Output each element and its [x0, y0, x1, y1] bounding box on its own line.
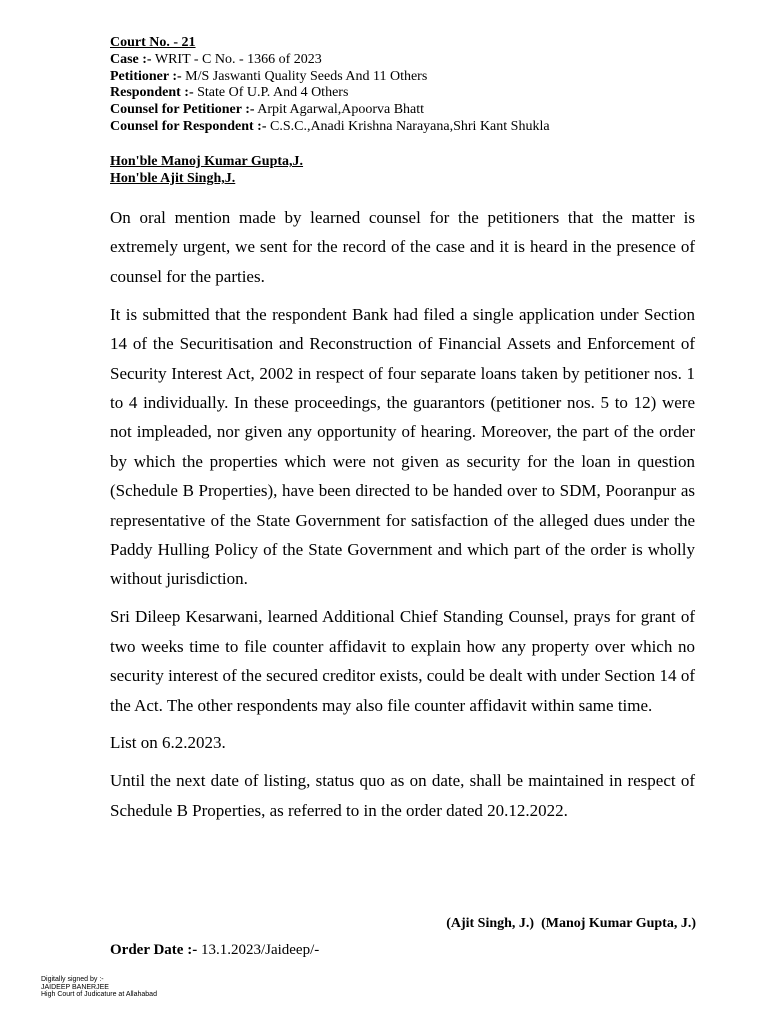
counsel-respondent-names: C.S.C.,Anadi Krishna Narayana,Shri Kant Shukla: [269, 118, 550, 134]
case-label: Case :-: [110, 51, 152, 67]
counsel-respondent-row: [110, 119, 550, 136]
respondent-name: State Of U.P. And 4 Others: [197, 85, 349, 101]
order-date-label: Order Date :-: [110, 942, 198, 958]
paragraph-3: Sri Dileep Kesarwani, learned Additional Chief Standing Counsel, prays for grant of two weeks time to file counter affidavit to explain how any property over which no security interest of the secured creditor exists, could be dealt with under Section 14 of the Act. The other respondents may also file counter affidavit within same time.: [110, 607, 695, 715]
digital-signature: [41, 976, 157, 999]
paragraph-5: Until the next date of listing, status quo as on date, shall be maintained in respect of Schedule B Properties, as referred to in the order dated 20.12.2022.: [110, 771, 695, 820]
case-number: WRIT - C No. - 1366 of 2023: [154, 51, 322, 67]
bench: [110, 153, 303, 187]
judges-signature: (Ajit Singh, J.) (Manoj Kumar Gupta, J.): [446, 916, 696, 931]
counsel-petitioner-names: Arpit Agarwal,Apoorva Bhatt: [257, 102, 425, 118]
case-header: [110, 35, 550, 136]
digital-signature-line-2: JAIDEEP BANERJEE: [41, 983, 109, 991]
petitioner-name: M/S Jaswanti Quality Seeds And 11 Others: [185, 68, 428, 84]
order-date: [110, 942, 319, 959]
judge-2: Hon'ble Ajit Singh,J.: [110, 171, 236, 186]
order-date-value: 13.1.2023/Jaideep/-: [200, 942, 320, 958]
order-body: [110, 203, 695, 834]
petitioner-row: [110, 69, 550, 86]
paragraph-1: On oral mention made by learned counsel for the petitioners that the matter is extremely urgent, we sent for the record of the case and it is heard in the presence of counsel for the parties.: [110, 208, 695, 286]
petitioner-label: Petitioner :-: [110, 68, 182, 84]
digital-signature-line-3: High Court of Judicature at Allahabad: [41, 991, 157, 998]
respondent-label: Respondent :-: [110, 85, 194, 101]
digital-signature-line-1: Digitally signed by :-: [41, 976, 104, 983]
judge-1: Hon'ble Manoj Kumar Gupta,J.: [110, 154, 304, 169]
court-number: Court No. - 21: [110, 35, 196, 50]
counsel-petitioner-label: Counsel for Petitioner :-: [110, 102, 255, 118]
paragraph-4: List on 6.2.2023.: [110, 733, 226, 753]
counsel-petitioner-row: [110, 102, 550, 119]
respondent-row: [110, 85, 550, 102]
paragraph-2: It is submitted that the respondent Bank had filed a single application under Section 14 of the Securitisation and Reconstruction of Financial Assets and Enforcement of Security Interest Act, 2002 in respect of four separate loans taken by petitioner nos. 1 to 4 individually. In these proceedings, the guarantors (petitioner nos. 5 to 12) were not impleaded, nor given any opportunity of hearing. Moreover, the part of the order by which the properties which were not given as security for the loan in question (Schedule B Properties), have been directed to be handed over to SDM, Pooranpur as representative of the State Government for satisfaction of the alleged dues under the Paddy Hulling Policy of the State Government and which part of the order is wholly without jurisdiction.: [110, 304, 695, 589]
counsel-respondent-label: Counsel for Respondent :-: [110, 118, 267, 134]
case-row: [110, 52, 550, 69]
